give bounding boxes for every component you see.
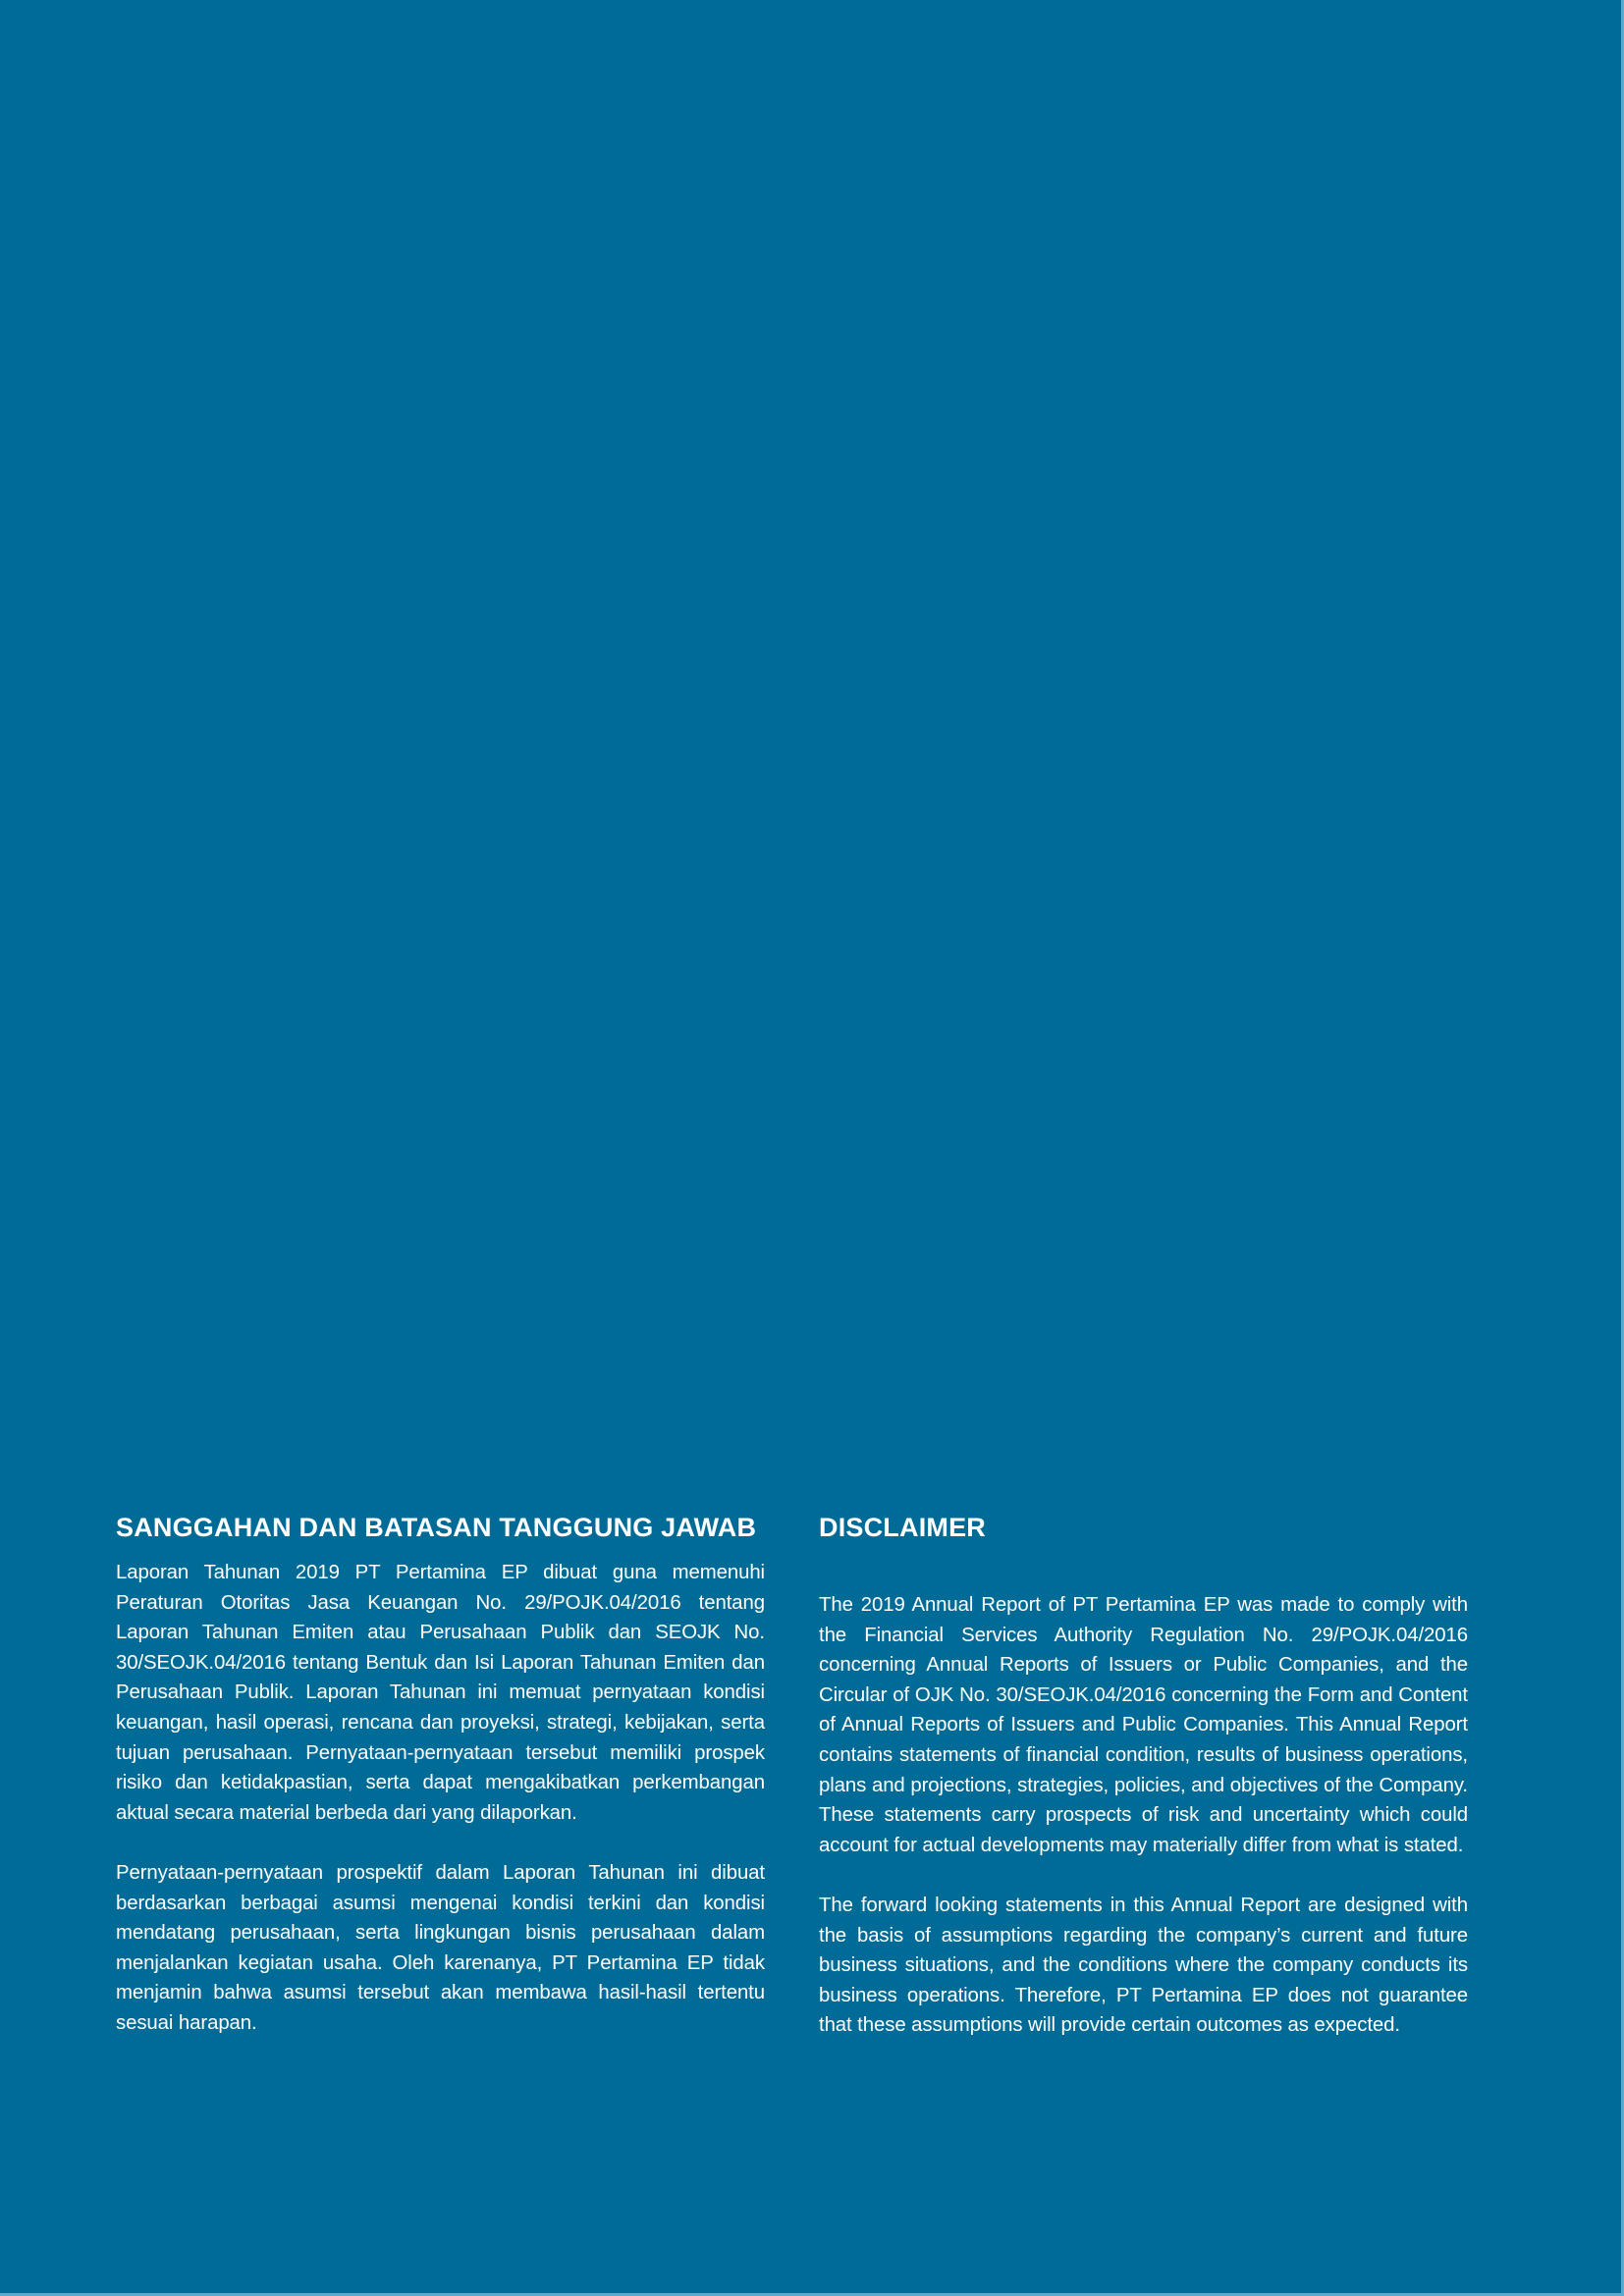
section-heading-english: DISCLAIMER bbox=[819, 1513, 986, 1542]
section-heading-indonesian: SANGGAHAN DAN BATASAN TANGGUNG JAWAB bbox=[116, 1513, 757, 1542]
heading-spacer bbox=[819, 1544, 1468, 1590]
paragraph-english-1: The 2019 Annual Report of PT Pertamina EP was made to comply with the Financial Services Authority Regulation No. 29/POJK.04/2016 concerning Annual Reports of Issuers or Public Companies, and the Circular of OJK No. 30/SEOJK.04/2016 concerning the Form and Content of Annual Reports of Issuers and Public Companies. This Annual Report contains statements of financial condition, results of business operations, plans and projections, strategies, policies, and objectives of the Company. These statements carry prospects of risk and uncertainty which could account for actual developments may materially differ from what is stated. bbox=[819, 1594, 1468, 1856]
paragraph-english-2: The forward looking statements in this Annual Report are designed with the basis of assumptions regarding the company’s current and future business situations, and the conditions where the company conducts its business operations. Therefore, PT Pertamina EP does not guarantee that these assumptions will provide certain outcomes as expected. bbox=[819, 1894, 1468, 2037]
disclaimer-english-section bbox=[819, 1512, 1468, 2041]
heading-spacer bbox=[116, 1544, 765, 1558]
disclaimer-indonesian-section bbox=[116, 1512, 765, 2039]
paragraph-indonesian-1: Laporan Tahunan 2019 PT Pertamina EP dibuat guna memenuhi Peraturan Otoritas Jasa Keuangan No. 29/POJK.04/2016 tentang Laporan Tahunan Emiten atau Perusahaan Publik dan SEOJK No. 30/SEOJK.04/2016 tentang Bentuk dan Isi Laporan Tahunan Emiten dan Perusahaan Publik. Laporan Tahunan ini memuat pernyataan kondisi keuangan, hasil operasi, rencana dan proyeksi, strategi, kebijakan, serta tujuan perusahaan. Pernyataan-pernyataan tersebut memiliki prospek risiko dan ketidakpastian, serta dapat mengakibatkan perkembangan aktual secara material berbeda dari yang dilaporkan. bbox=[116, 1562, 765, 1824]
paragraph-indonesian-2: Pernyataan-pernyataan prospektif dalam Laporan Tahunan ini dibuat berdasarkan berbagai asumsi mengenai kondisi terkini dan kondisi mendatang perusahaan, serta lingkungan bisnis perusahaan dalam menjalankan kegiatan usaha. Oleh karenanya, PT Pertamina EP tidak menjamin bahwa asumsi tersebut akan membawa hasil-hasil tertentu sesuai harapan. bbox=[116, 1861, 765, 2034]
